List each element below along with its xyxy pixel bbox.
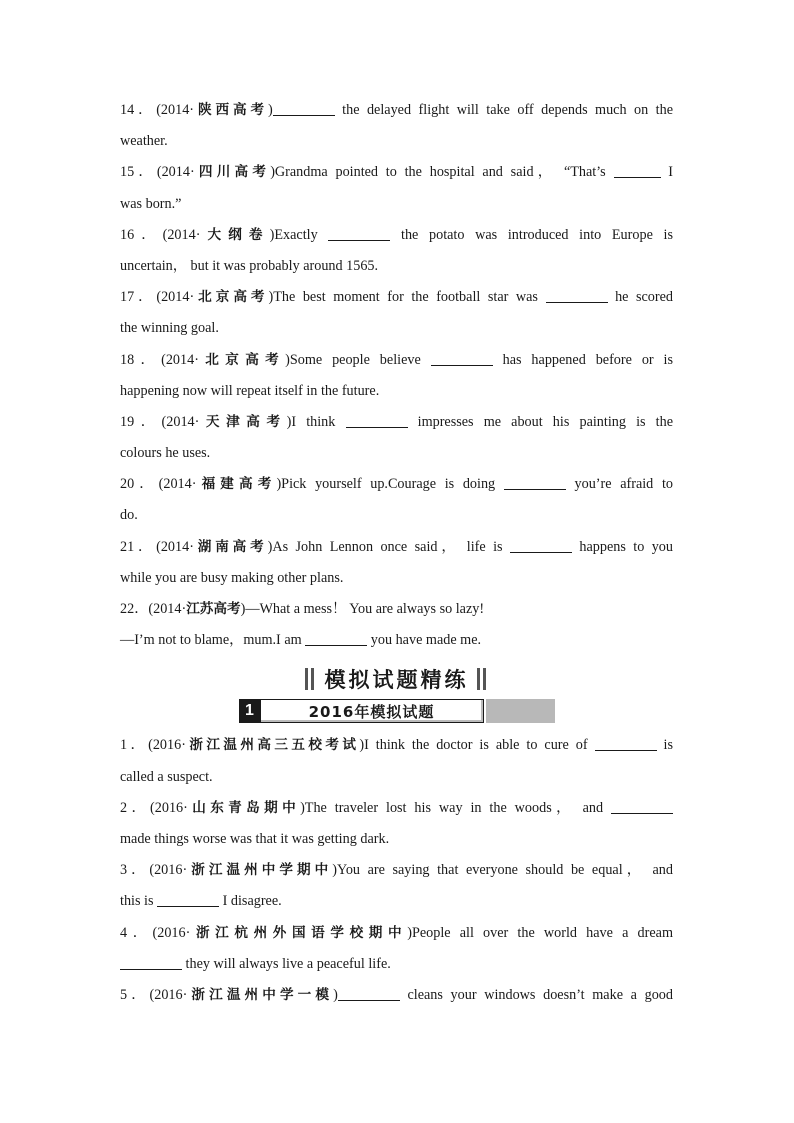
question-source: 陕西高考 xyxy=(194,102,268,118)
answer-blank[interactable] xyxy=(614,163,661,178)
answer-blank[interactable] xyxy=(328,226,390,241)
answer-blank[interactable] xyxy=(273,101,335,116)
question-source: 北京高考 xyxy=(194,289,269,306)
section-title: 模拟试题精练 xyxy=(324,668,469,693)
question-15-line-2: was born.” xyxy=(120,195,182,212)
question-21-line-1: 21．(2014·湖南高考)As John Lennon once said， life is happens to you xyxy=(120,538,673,555)
answer-blank[interactable] xyxy=(338,986,400,1001)
question-source: 浙江温州高三五校考试 xyxy=(185,737,360,754)
question-21-line-2: while you are busy making other plans. xyxy=(120,569,344,586)
question-source: 浙江温州中学期中 xyxy=(187,862,333,879)
question-2016-1-line-1: 1．(2016·浙江温州高三五校考试)I think the doctor is able to cure of is xyxy=(120,737,674,754)
question-19-line-1: 19．(2014·天津高考)I think impresses me about his painting is the xyxy=(120,413,674,430)
question-20-line-2: do. xyxy=(120,507,138,524)
question-source: 浙江杭州外国语学校期中 xyxy=(190,924,408,941)
question-2016-3-line-1: 3．(2016·浙江温州中学期中)You are saying that everyone should be equal， and xyxy=(120,862,673,879)
answer-blank[interactable] xyxy=(431,351,493,366)
question-source: 浙江温州中学一模 xyxy=(187,986,334,1003)
question-2016-1-line-2: called a suspect. xyxy=(120,768,213,785)
question-source: 山东青岛期中 xyxy=(187,799,301,816)
question-2016-5-line-1: 5．(2016·浙江温州中学一模) cleans your windows doesn’t make a good xyxy=(120,986,673,1003)
answer-blank[interactable] xyxy=(510,538,572,553)
question-2016-2-line-1: 2．(2016·山东青岛期中)The traveler lost his way in the woods， and xyxy=(120,793,673,824)
answer-blank[interactable] xyxy=(157,892,219,907)
question-20-line-1: 20．(2014·福建高考)Pick yourself up.Courage is doing you’re afraid to xyxy=(120,476,673,493)
question-2016-4-line-2: they will always live a peaceful life. xyxy=(120,949,673,980)
question-16-line-1: 16．(2014·大纲卷)Exactly the potato was introduced into Europe is xyxy=(120,226,673,243)
question-2016-4-line-1: 4．(2016·浙江杭州外国语学校期中)People all over the world have a dream xyxy=(120,924,674,941)
document-page xyxy=(120,95,673,1011)
question-15-line-1: 15．(2014·四川高考)Grandma pointed to the hospital and said， “That’s I xyxy=(120,164,674,181)
answer-blank[interactable] xyxy=(611,799,673,814)
question-18-line-1: 18．(2014·北京高考)Some people believe has happened before or is xyxy=(120,351,674,368)
subsection-label: 2016年模拟试题 xyxy=(261,699,484,723)
question-14-line-2: weather. xyxy=(120,133,168,150)
answer-blank[interactable] xyxy=(305,631,367,646)
question-source: 大纲卷 xyxy=(200,226,270,243)
question-19-line-2: colours he uses. xyxy=(120,445,211,462)
question-2016-2-line-2: made things worse was that it was getting dark. xyxy=(120,830,390,847)
section-banner xyxy=(120,662,673,696)
answer-blank[interactable] xyxy=(504,475,566,490)
answer-blank[interactable] xyxy=(595,736,657,751)
question-source: 北京高考 xyxy=(198,351,286,368)
question-18-line-2: happening now will repeat itself in the future. xyxy=(120,382,380,399)
banner-bars-left-icon xyxy=(305,668,317,690)
subsection-decoration xyxy=(486,699,555,723)
question-17-line-1: 17．(2014·北京高考)The best moment for the football star was he scored xyxy=(120,289,674,306)
subsection-header xyxy=(120,696,673,726)
question-source: 天津高考 xyxy=(199,413,287,430)
question-22-line-1: 22．(2014·江苏高考)—What a mess！ You are always so lazy! xyxy=(120,601,485,617)
question-22-line-2: —I’m not to blame，mum.I am you have made me. xyxy=(120,632,482,649)
question-source: 湖南高考 xyxy=(193,538,268,555)
question-2016-3-line-2: this is I disagree. xyxy=(120,893,282,910)
question-17-line-2: the winning goal. xyxy=(120,320,219,337)
answer-blank[interactable] xyxy=(546,288,608,303)
question-16-line-2: uncertain， but it was probably around 1565. xyxy=(120,257,379,274)
banner-bars-right-icon xyxy=(477,668,489,690)
question-source: 四川高考 xyxy=(194,164,271,181)
answer-blank[interactable] xyxy=(346,413,408,428)
answer-blank[interactable] xyxy=(120,955,182,970)
question-source: 福建高考 xyxy=(196,476,277,493)
question-14-line-1: 14．(2014·陕西高考) the delayed flight will take off depends much on the xyxy=(120,102,674,118)
subsection-number: 1 xyxy=(239,699,261,723)
question-source: 江苏高考 xyxy=(186,601,241,617)
